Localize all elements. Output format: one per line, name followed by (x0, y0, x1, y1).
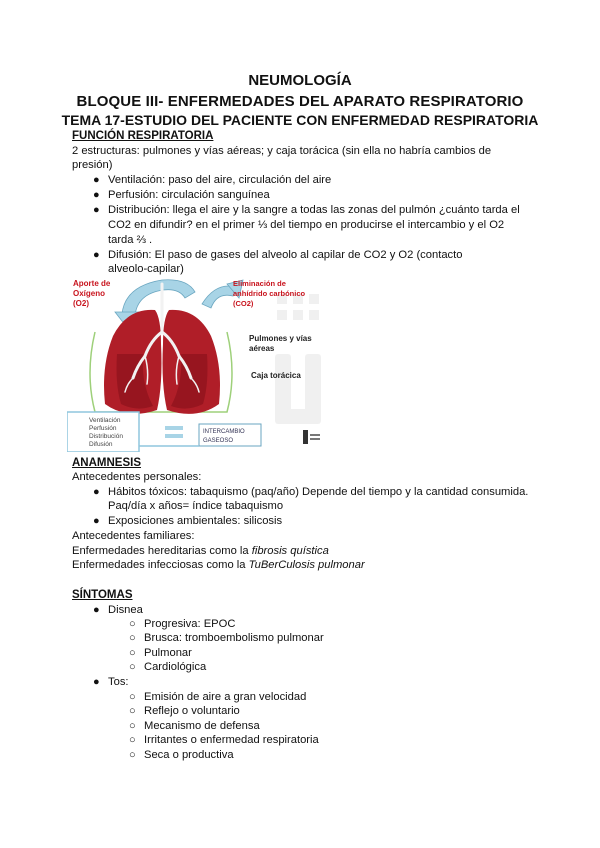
lungs-illustration (67, 274, 323, 452)
o2-label-2: Oxígeno (73, 289, 106, 298)
university-logo-icon (303, 430, 308, 444)
infecciosas-prefix: Enfermedades infecciosas como la (72, 559, 249, 571)
box-label-4: Difusión (89, 441, 113, 448)
circle-bullet-icon: ○ (129, 691, 136, 703)
anamnesis-heading: ANAMNESIS (72, 457, 142, 469)
box-label-2: Perfusión (89, 425, 117, 432)
block-title: BLOQUE III- ENFERMEDADES DEL APARATO RESPIRATORIO (76, 93, 524, 110)
o2-label-1: Aporte de (73, 279, 111, 288)
hereditarias-line (72, 544, 329, 558)
disnea-sub-item: Pulmonar (144, 647, 192, 659)
circle-bullet-icon: ○ (129, 647, 136, 659)
circle-bullet-icon: ○ (129, 720, 136, 732)
watermark-logo (275, 294, 321, 424)
chest-label: Caja torácica (251, 371, 301, 380)
co2-label-3: (CO2) (233, 299, 254, 308)
circle-bullet-icon: ○ (129, 749, 136, 761)
disnea-label: Disnea (108, 604, 143, 616)
antecedentes-familiares-label: Antecedentes familiares: (72, 530, 195, 542)
antecedentes-personales-label: Antecedentes personales: (72, 471, 202, 483)
funcion-intro-line-2: presión) (72, 159, 113, 171)
disnea-sub-item: Progresiva: EPOC (144, 618, 236, 630)
bullet-icon: ● (93, 204, 100, 216)
box-label-1: Ventilación (89, 417, 121, 424)
box-label-3: Distribución (89, 433, 123, 440)
lungs-label-2: aéreas (249, 344, 275, 353)
exchange-label-2: GASEOSO (203, 438, 234, 444)
co2-label-2: anhídrido carbónico (233, 289, 306, 298)
hereditarias-example: fibrosis quística (251, 545, 329, 557)
respiratory-figure (67, 274, 323, 452)
inflow-arrow-icon (122, 280, 195, 316)
bullet-icon: ● (93, 515, 100, 527)
sintomas-heading: SÍNTOMAS (72, 589, 133, 601)
bullet-icon: ● (93, 189, 100, 201)
o2-label-3: (O2) (73, 299, 89, 308)
bullet-icon: ● (93, 486, 100, 498)
disnea-sub-item: Cardiológica (144, 661, 207, 673)
exposiciones-ambientales: Exposiciones ambientales: silicosis (108, 515, 283, 527)
tos-sub-item: Mecanismo de defensa (144, 720, 260, 732)
topic-title: TEMA 17-ESTUDIO DEL PACIENTE CON ENFERMEDAD RESPIRATORIA (61, 112, 539, 128)
hereditarias-prefix: Enfermedades hereditarias como la (72, 545, 252, 557)
circle-bullet-icon: ○ (129, 618, 136, 630)
bullet-icon: ● (93, 249, 100, 261)
funcion-heading: FUNCIÓN RESPIRATORIA (72, 130, 214, 142)
disnea-sub-item: Brusca: tromboembolismo pulmonar (144, 632, 324, 644)
funcion-item-distribucion-1: Distribución: llega el aire y la sangre a todas las zonas del pulmón ¿cuánto tarda el (108, 204, 520, 216)
lungs-label-1: Pulmones y vías (249, 334, 312, 343)
circle-bullet-icon: ○ (129, 734, 136, 746)
tos-sub-item: Emisión de aire a gran velocidad (144, 691, 307, 703)
tos-sub-item: Seca o productiva (144, 749, 234, 761)
circle-bullet-icon: ○ (129, 632, 136, 644)
tos-sub-item: Reflejo o voluntario (144, 705, 240, 717)
bullet-icon: ● (93, 174, 100, 186)
tos-sub-item: Irritantes o enfermedad respiratoria (144, 734, 319, 746)
bullet-icon: ● (93, 676, 100, 688)
funcion-item-difusion-1: Difusión: El paso de gases del alveolo al capilar de CO2 y O2 (contacto (108, 249, 463, 261)
funcion-item-distribucion-2: CO2 en difundir? en el primer ⅓ del tiempo en producirse el intercambio y el O2 (108, 219, 505, 231)
exchange-label-1: INTERCAMBIO (203, 429, 245, 435)
funcion-item-ventilacion: Ventilación: paso del aire, circulación del aire (108, 174, 332, 186)
main-title: NEUMOLOGÍA (248, 72, 352, 89)
infecciosas-example: TuBerCulosis pulmonar (248, 559, 365, 571)
funcion-item-difusion-2: alveolo-capilar) (108, 263, 184, 275)
tos-label: Tos: (108, 676, 129, 688)
bullet-icon: ● (93, 604, 100, 616)
circle-bullet-icon: ○ (129, 705, 136, 717)
funcion-intro-line-1: 2 estructuras: pulmones y vías aéreas; y caja torácica (sin ella no habría cambios de (72, 145, 492, 157)
habitos-toxicos-line-2: Paq/día x años= índice tabaquismo (108, 500, 284, 512)
infecciosas-line (72, 558, 365, 572)
funcion-item-perfusion: Perfusión: circulación sanguínea (108, 189, 270, 201)
co2-label-1: Eliminación de (233, 279, 286, 288)
funcion-item-distribucion-3: tarda ⅔ . (108, 234, 153, 246)
habitos-toxicos-line-1: Hábitos tóxicos: tabaquismo (paq/año) Depende del tiempo y la cantidad consumida. (108, 486, 529, 498)
circle-bullet-icon: ○ (129, 661, 136, 673)
